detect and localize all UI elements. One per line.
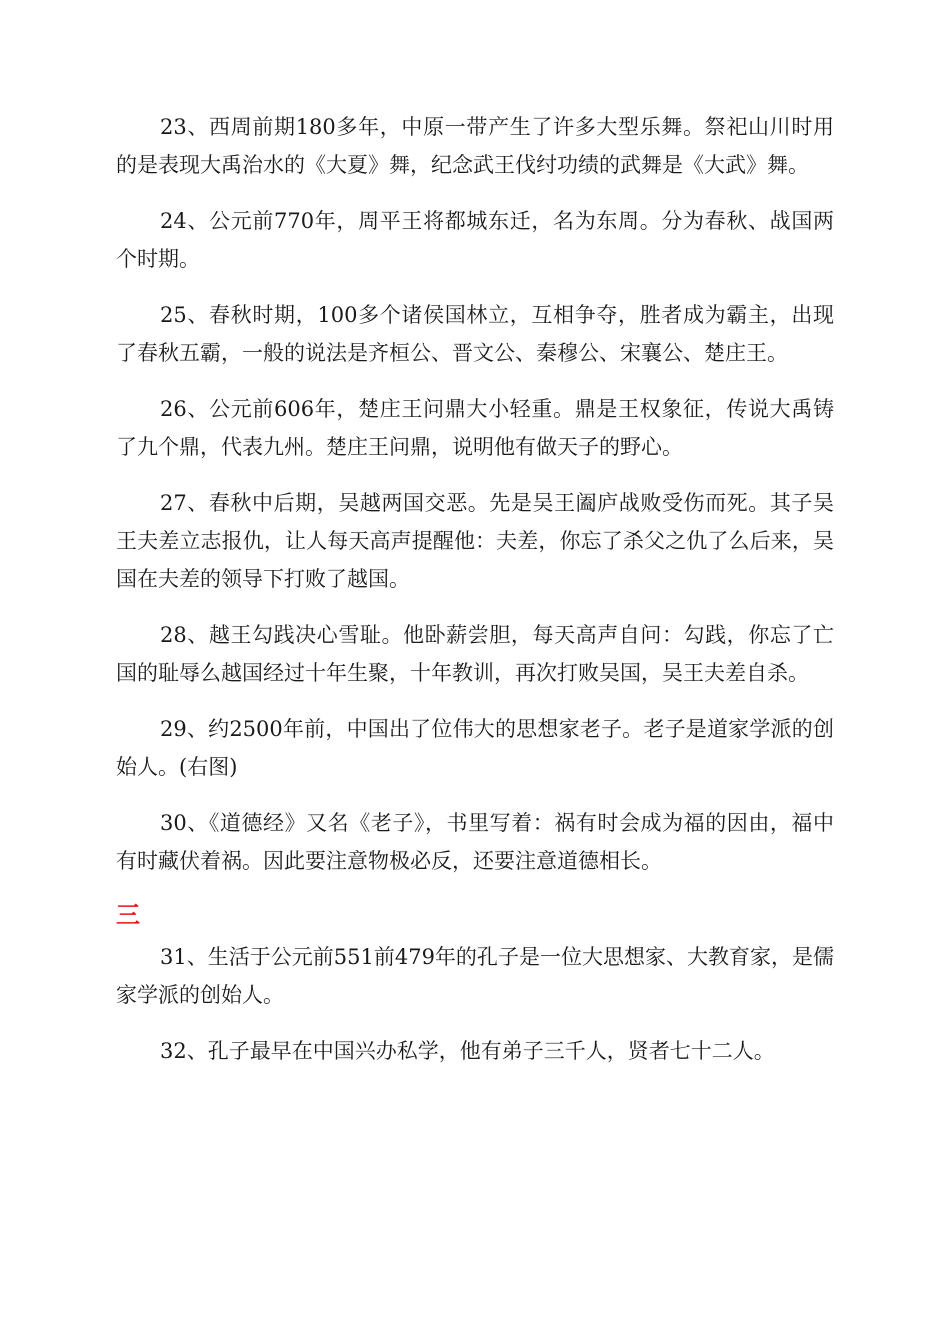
- paragraph-30: 30、《道德经》又名《老子》，书里写着：祸有时会成为福的因由，福中有时藏伏着祸。因此要注意物极必反，还要注意道德相长。: [116, 811, 834, 873]
- paragraph-25: 25、春秋时期，100多个诸侯国林立，互相争夺，胜者成为霸主，出现了春秋五霸，一般的说法是齐桓公、晋文公、秦穆公、宋襄公、楚庄王。: [116, 303, 834, 365]
- paragraph-23: 23、西周前期180多年，中原一带产生了许多大型乐舞。祭祀山川时用的是表现大禹治水的《大夏》舞，纪念武王伐纣功绩的武舞是《大武》舞。: [116, 115, 834, 177]
- document-page: [116, 108, 834, 1088]
- paragraph-32: 32、孔子最早在中国兴办私学，他有弟子三千人，贤者七十二人。: [160, 1039, 775, 1063]
- paragraph-31: 31、生活于公元前551前479年的孔子是一位大思想家、大教育家，是儒家学派的创始人。: [116, 945, 834, 1007]
- paragraph-24: 24、公元前770年，周平王将都城东迁，名为东周。分为春秋、战国两个时期。: [116, 209, 834, 271]
- paragraph-29: 29、约2500年前，中国出了位伟大的思想家老子。老子是道家学派的创始人。(右图): [116, 717, 834, 779]
- paragraph-28: 28、越王勾践决心雪耻。他卧薪尝胆，每天高声自问：勾践，你忘了亡国的耻辱么越国经过十年生聚，十年教训，再次打败吴国，吴王夫差自杀。: [116, 623, 834, 685]
- paragraph-27: 27、春秋中后期，吴越两国交恶。先是吴王阖庐战败受伤而死。其子吴王夫差立志报仇，让人每天高声提醒他：夫差，你忘了杀父之仇了么后来，吴国在夫差的领导下打败了越国。: [116, 491, 834, 591]
- paragraph-26: 26、公元前606年，楚庄王问鼎大小轻重。鼎是王权象征，传说大禹铸了九个鼎，代表九州。楚庄王问鼎，说明他有做天子的野心。: [116, 397, 834, 459]
- section-heading: 三: [116, 900, 140, 929]
